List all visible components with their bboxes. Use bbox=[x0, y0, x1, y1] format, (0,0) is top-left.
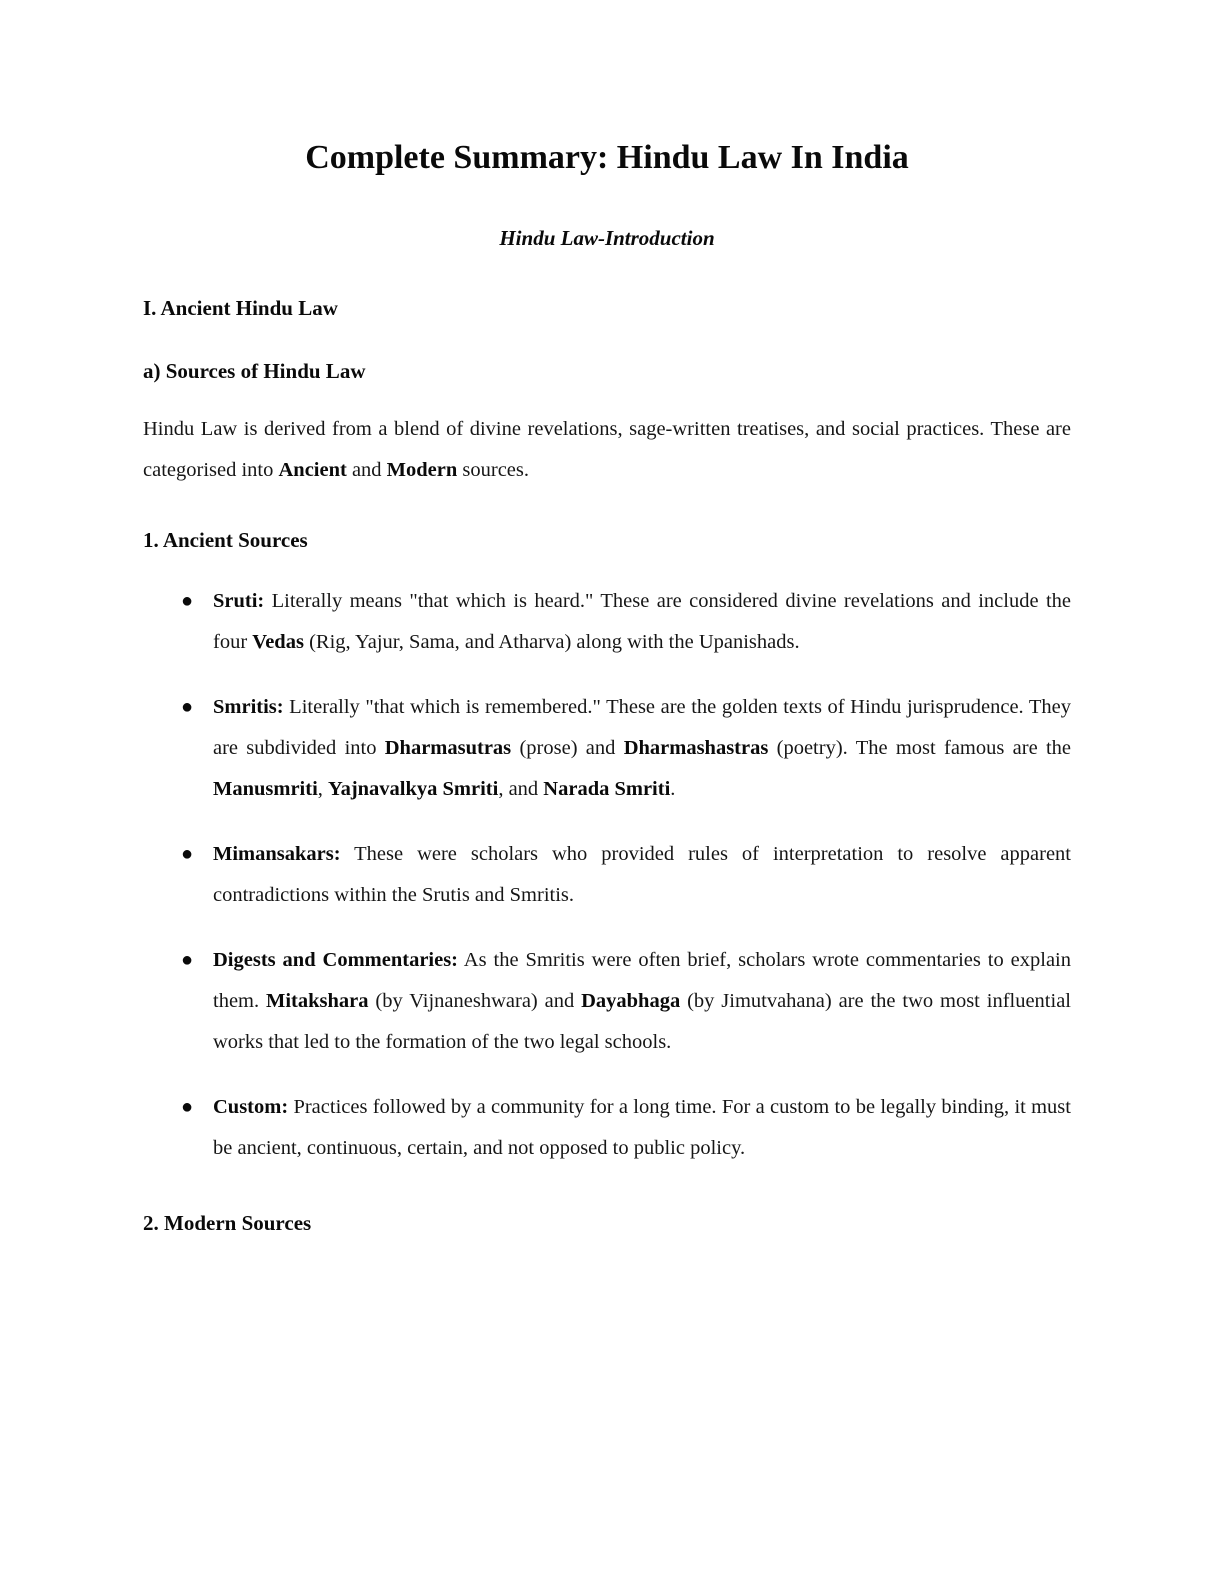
list-item-text bbox=[213, 581, 1071, 663]
list-item-text bbox=[213, 940, 1071, 1063]
list-item-bold-1: Mitakshara bbox=[266, 989, 369, 1012]
document-content bbox=[143, 0, 1071, 1237]
list-item-part-3: (by Jimutvahana) are the two most influential works that led to the formation of the two legal schools. bbox=[213, 989, 1071, 1053]
list-item-part-1: Practices followed by a community for a long time. For a custom to be legally binding, it must be ancient, continuous, certain, and not opposed to public policy. bbox=[213, 1095, 1071, 1159]
heading-sources-of-hindu-law: a) Sources of Hindu Law bbox=[143, 358, 366, 383]
list-item bbox=[143, 581, 1071, 663]
bullet-icon: ● bbox=[181, 695, 194, 718]
list-item-part-2: (prose) and bbox=[511, 736, 624, 759]
list-item-term: Smritis: bbox=[213, 695, 284, 718]
heading-ancient-hindu-law: I. Ancient Hindu Law bbox=[143, 295, 338, 320]
list-item-term: Mimansakars: bbox=[213, 842, 341, 865]
heading-modern-sources: 2. Modern Sources bbox=[143, 1210, 312, 1235]
list-item bbox=[143, 1087, 1071, 1169]
bullet-icon: ● bbox=[181, 589, 194, 612]
list-item-part-6: . bbox=[670, 777, 676, 800]
list-item bbox=[143, 687, 1071, 810]
bullet-icon: ● bbox=[181, 842, 194, 865]
list-item-term: Custom: bbox=[213, 1095, 289, 1118]
list-item-part-2: (Rig, Yajur, Sama, and Atharva) along with the Upanishads. bbox=[303, 630, 800, 653]
list-item-part-3: (poetry). The most famous are the bbox=[768, 736, 1071, 759]
list-item-part-1: As the Smritis were often brief, scholars wrote commentaries to explain them. bbox=[213, 948, 1071, 1012]
ancient-sources-list bbox=[143, 581, 1071, 1169]
list-item-text bbox=[213, 1087, 1071, 1169]
intro-bold-ancient: Ancient bbox=[278, 459, 347, 482]
list-item-bold-2: Dharmashastras bbox=[623, 736, 769, 759]
list-item-bold-5: Narada Smriti bbox=[543, 777, 671, 800]
list-item-bold-1: Vedas bbox=[252, 630, 304, 653]
intro-paragraph bbox=[143, 385, 1071, 491]
list-item-bold-3: Manusmriti bbox=[213, 777, 318, 800]
list-item-part-5: , and bbox=[498, 777, 544, 800]
list-item-bold-4: Yajnavalkya Smriti bbox=[328, 777, 499, 800]
document-subtitle: Hindu Law-Introduction bbox=[499, 225, 715, 250]
page-title: Complete Summary: Hindu Law In India bbox=[305, 139, 909, 176]
list-item-part-4: , bbox=[317, 777, 329, 800]
list-item-part-1: These were scholars who provided rules of interpretation to resolve apparent contradictions within the Srutis and Smritis. bbox=[213, 842, 1071, 906]
list-item-part-2: (by Vijnaneshwara) and bbox=[368, 989, 582, 1012]
list-item bbox=[143, 940, 1071, 1063]
intro-bold-modern: Modern bbox=[386, 459, 458, 482]
list-item-bold-1: Dharmasutras bbox=[384, 736, 512, 759]
bullet-icon: ● bbox=[181, 948, 194, 971]
list-item-text bbox=[213, 834, 1071, 916]
list-item-part-1: Literally "that which is remembered." These are the golden texts of Hindu jurisprudence. They are subdivided into bbox=[213, 695, 1071, 759]
list-item-term: Sruti: bbox=[213, 589, 265, 612]
list-item-bold-2: Dayabhaga bbox=[581, 989, 681, 1012]
list-item bbox=[143, 834, 1071, 916]
intro-text-part-3: sources. bbox=[457, 459, 530, 482]
intro-text-part-1: Hindu Law is derived from a blend of divine revelations, sage-written treatises, and social practices. These are categorised into bbox=[143, 418, 1071, 482]
list-item-part-1: Literally means "that which is heard." These are considered divine revelations and include the four bbox=[213, 589, 1071, 653]
list-item-term: Digests and Commentaries: bbox=[213, 948, 459, 971]
bullet-icon: ● bbox=[181, 1095, 194, 1118]
heading-ancient-sources: 1. Ancient Sources bbox=[143, 528, 308, 553]
intro-text-part-2: and bbox=[346, 459, 387, 482]
list-item-text bbox=[213, 687, 1071, 810]
